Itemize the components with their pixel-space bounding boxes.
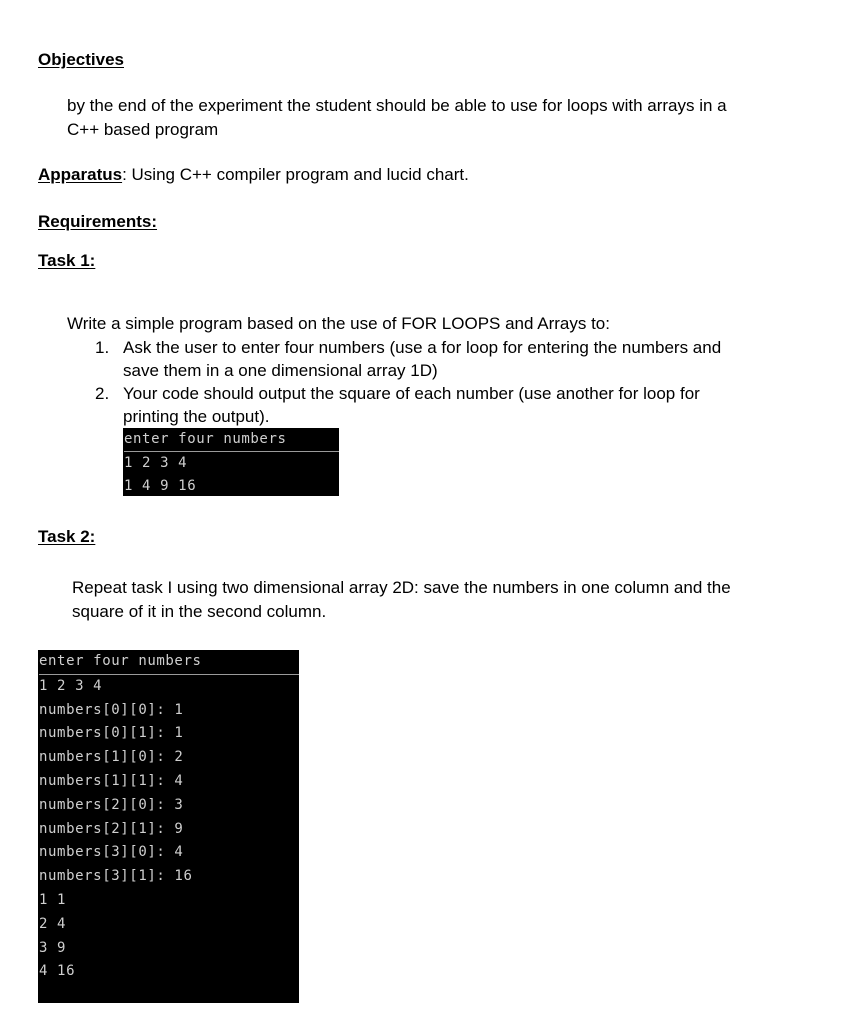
console-line: numbers[1][1]: 4 [39, 772, 184, 789]
console-line: enter four numbers [124, 428, 339, 452]
console-line: 4 16 [39, 963, 76, 980]
list-item-line: save them in a one dimensional array 1D) [123, 360, 438, 380]
list-item-number: 1. [95, 338, 110, 357]
console-line: enter four numbers [39, 650, 299, 675]
task2-console-output [38, 650, 299, 1003]
console-line: numbers[1][0]: 2 [39, 749, 184, 766]
console-line: 2 4 [39, 915, 67, 932]
task1-intro: Write a simple program based on the use of FOR LOOPS and Arrays to: [67, 314, 610, 333]
console-line: 1 1 [39, 891, 67, 908]
apparatus-text: : Using C++ compiler program and lucid chart. [122, 165, 469, 184]
console-line: 1 2 3 4 [39, 677, 103, 694]
console-line: numbers[0][0]: 1 [39, 701, 184, 718]
task2-heading: Task 2: [38, 527, 96, 546]
list-item-line: Ask the user to enter four numbers (use a for loop for entering the numbers and [123, 338, 722, 357]
list-item-line: Your code should output the square of each number (use another for loop for [123, 384, 700, 403]
task1-console-output [123, 428, 339, 496]
console-line: 1 4 9 16 [124, 478, 197, 494]
console-line: numbers[2][1]: 9 [39, 820, 184, 837]
console-line: numbers[0][1]: 1 [39, 725, 184, 742]
objectives-line-1: by the end of the experiment the student should be able to use for loops with arrays in a [67, 96, 727, 115]
console-line: 1 2 3 4 [124, 455, 188, 471]
task1-list [95, 337, 760, 429]
list-item [95, 383, 760, 428]
list-item [95, 337, 760, 382]
task2-line-2: square of it in the second column. [72, 602, 327, 621]
objectives-line-2: C++ based program [67, 120, 219, 139]
objectives-text [67, 94, 727, 142]
apparatus-label: Apparatus [38, 165, 123, 184]
task1-heading: Task 1: [38, 251, 96, 270]
list-item-line: printing the output). [123, 406, 270, 426]
console-line: numbers[3][0]: 4 [39, 844, 184, 861]
list-item-number: 2. [95, 384, 110, 403]
task2-line-1: Repeat task I using two dimensional array 2D: save the numbers in one column and the [72, 578, 731, 597]
requirements-heading: Requirements: [38, 212, 158, 231]
console-line: 3 9 [39, 939, 67, 956]
console-line: numbers[2][0]: 3 [39, 796, 184, 813]
apparatus-line [38, 165, 469, 185]
task2-text [72, 576, 731, 624]
console-line: numbers[3][1]: 16 [39, 868, 193, 885]
objectives-heading: Objectives [38, 50, 124, 69]
